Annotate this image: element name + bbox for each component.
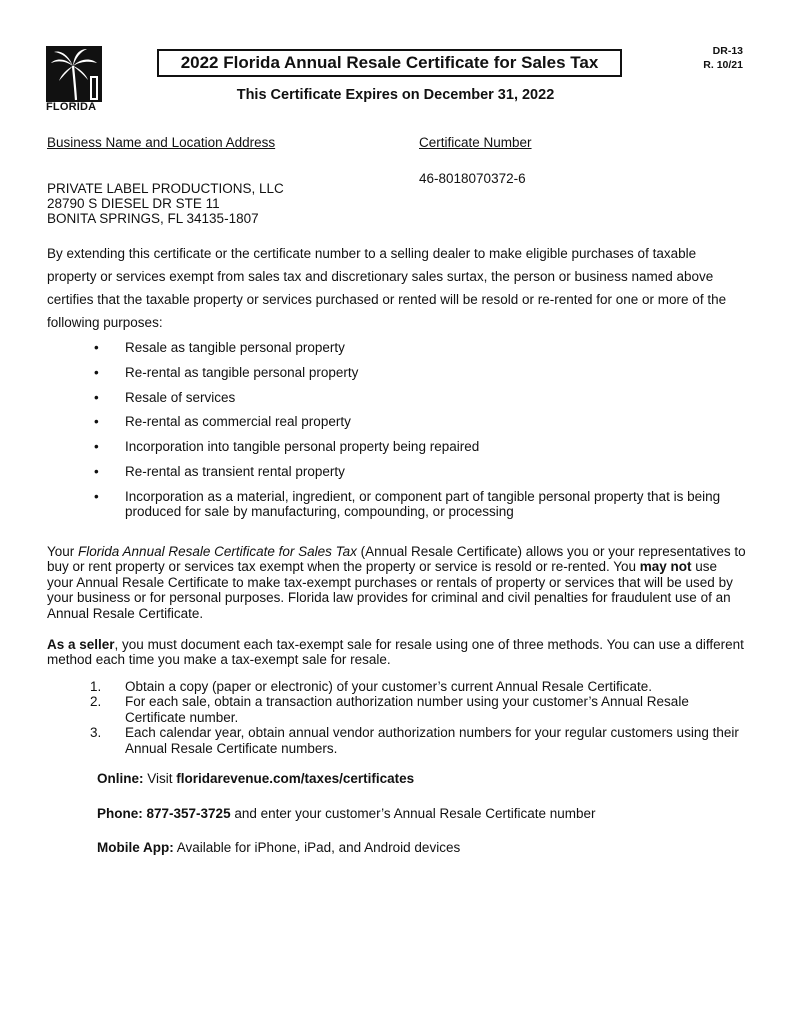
- bullet-icon: •: [94, 463, 99, 479]
- contact-mobile-app: [97, 840, 460, 855]
- phone-text: and enter your customer’s Annual Resale Certificate number: [230, 806, 596, 821]
- page-title: 2022 Florida Annual Resale Certificate for Sales Tax: [157, 49, 622, 77]
- purpose-text: Re-rental as commercial real property: [125, 414, 351, 430]
- method-text: Each calendar year, obtain annual vendor authorization numbers for your regular customers using their Annual Resale Certificate numbers.: [125, 725, 739, 756]
- list-item: [90, 439, 750, 454]
- para1-part1: Your: [47, 544, 79, 559]
- method-number: 3.: [90, 725, 102, 741]
- app-label: Mobile App:: [97, 840, 174, 855]
- list-item: [90, 694, 750, 725]
- method-number: 1.: [90, 679, 102, 694]
- list-item: [90, 365, 750, 380]
- intro-paragraph: By extending this certificate or the certificate number to a selling dealer to make eligible purchases of taxable property or services exempt from sales tax and discretionary sales surtax, the person or business named above certifies that the taxable property or services purchased or rented will be resold or re-rented for one or more of the following purposes:: [47, 246, 727, 330]
- list-item: [90, 340, 750, 355]
- form-number: DR-13: [712, 45, 743, 57]
- purpose-text: Re-rental as tangible personal property: [125, 364, 359, 380]
- seller-paragraph: [47, 637, 747, 668]
- para1-part2: (Annual Resale Certificate) allows you or your representatives to buy or rent property or services tax exempt when the property or service is resold or re-rented. You: [47, 544, 746, 575]
- contact-online: [97, 771, 414, 786]
- form-identifier: [703, 44, 743, 72]
- para1-part3: use your Annual Resale Certificate to make tax-exempt purchases or rentals of property or services that will be used by your business or for personal purposes. Florida law provides for criminal and civil penalties for fraudulent use of an Annual Resale Certificate.: [47, 559, 733, 621]
- online-link[interactable]: floridarevenue.com/taxes/certificates: [176, 771, 415, 786]
- list-item: [90, 464, 750, 479]
- purpose-text: Re-rental as transient rental property: [125, 463, 345, 479]
- certificate-label: Certificate Number: [419, 135, 532, 150]
- seller-text: , you must document each tax-exempt sale for resale using one of three methods. You can use a different method each time you make a tax-exempt sale for resale.: [47, 637, 744, 668]
- business-city: BONITA SPRINGS, FL 34135-1807: [47, 211, 259, 226]
- list-item: [90, 679, 750, 694]
- bullet-icon: •: [94, 364, 99, 380]
- purpose-text: Incorporation into tangible personal property being repaired: [125, 439, 480, 455]
- online-label: Online:: [97, 771, 144, 786]
- phone-number: 877-357-3725: [142, 806, 231, 821]
- logo-text: FLORIDA: [46, 101, 97, 113]
- certificate-usage-paragraph: [47, 544, 747, 621]
- business-street: 28790 S DIESEL DR STE 11: [47, 196, 220, 211]
- bullet-icon: •: [94, 340, 99, 355]
- bullet-icon: •: [94, 414, 99, 430]
- phone-label: Phone:: [97, 806, 143, 821]
- certificate-title-italic: Florida Annual Resale Certificate for Sales Tax: [78, 544, 357, 559]
- business-label: Business Name and Location Address: [47, 135, 276, 150]
- business-address: [47, 181, 284, 226]
- methods-list: [90, 679, 750, 756]
- list-item: [90, 414, 750, 429]
- purpose-text: Resale as tangible personal property: [125, 340, 345, 355]
- form-revision: R. 10/21: [703, 59, 743, 71]
- certificate-number: 46-8018070372-6: [419, 171, 526, 186]
- app-text: Available for iPhone, iPad, and Android devices: [173, 840, 461, 855]
- list-item: [90, 725, 750, 756]
- purpose-text: Resale of services: [125, 389, 236, 405]
- seller-bold: As a seller: [47, 637, 115, 652]
- florida-logo: [46, 46, 102, 118]
- method-number: 2.: [90, 694, 102, 710]
- bullet-icon: •: [94, 439, 99, 455]
- para1-bold: may not: [639, 559, 692, 575]
- method-text: For each sale, obtain a transaction authorization number using your customer’s Annual Resale Certificate number.: [125, 694, 689, 725]
- purposes-list: [90, 340, 750, 529]
- list-item: [90, 390, 750, 405]
- online-text: Visit: [143, 771, 177, 786]
- bullet-icon: •: [94, 488, 99, 504]
- purpose-text: Incorporation as a material, ingredient, or component part of tangible personal property that is being produced for sale by manufacturing, compounding, or processing: [125, 488, 721, 519]
- business-name: PRIVATE LABEL PRODUCTIONS, LLC: [47, 181, 284, 196]
- list-item: [90, 489, 750, 519]
- bullet-icon: •: [94, 389, 99, 405]
- contact-phone: [97, 806, 596, 821]
- method-text: Obtain a copy (paper or electronic) of your customer’s current Annual Resale Certificate.: [125, 679, 653, 694]
- expiration-notice: This Certificate Expires on December 31, 2022: [236, 87, 555, 103]
